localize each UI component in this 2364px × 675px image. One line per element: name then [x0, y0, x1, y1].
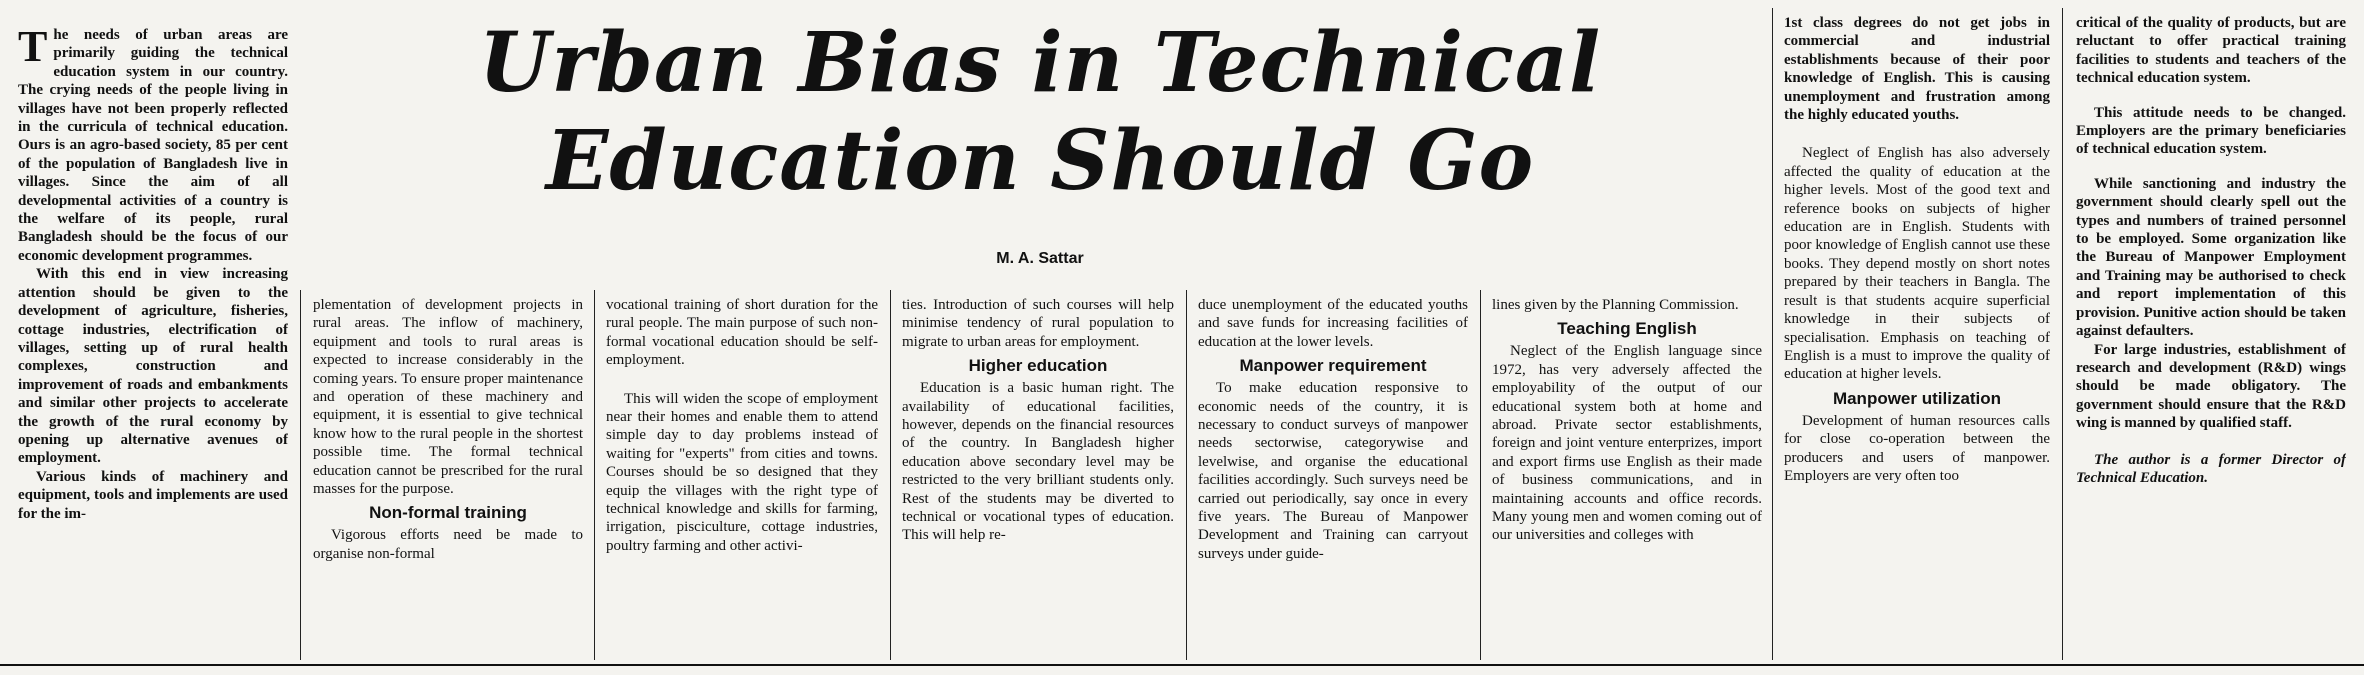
col5-paragraph-1: duce unemployment of the educated youths and save funds for increasing facilities of education at the lower levels. [1198, 297, 1468, 350]
headline [320, 14, 1760, 210]
column-3 [606, 296, 878, 658]
headline-line-1: Urban Bias in Technical [478, 15, 1602, 111]
author-note: The author is a former Director of Technical Education. [2076, 451, 2346, 486]
column-7 [1784, 14, 2050, 658]
column-rule [1186, 290, 1187, 660]
column-6 [1492, 296, 1762, 658]
column-rule [2062, 8, 2063, 660]
col1-paragraph-2: With this end in view increasing attention should be given to the development of agriculture, fisheries, cottage industries, electrification of villages, setting up of rural health complexes, construction and improvement of roads and embankments and similar other projects to accelerate the growth of the rural economy by opening up alternative avenues of employment. [18, 266, 288, 467]
col8-paragraph-3: While sanctioning and industry the government should clearly spell out the types and numbers of trained personnel to be employed. Some organization like the Bureau of Manpower Employment and Training may be authorised to check and report implementation of this provision. Punitive action should be taken against defaulters. [2076, 175, 2346, 340]
subhead-teaching-english: Teaching English [1557, 319, 1697, 339]
col6-paragraph-2: Neglect of the English language since 1972, has very adversely affected the employability of the output of our educational system both at home and abroad. Private sector establishments, foreign and joint venture enterprizes, import and export firms use English as their made of business communications, and in maintaining accounts and office records. Many young men and women coming out of our universities and colleges with [1492, 343, 1762, 544]
col1-paragraph-1: he needs of urban areas are primarily guiding the technical education system in our country. The crying needs of the people living in villages have not been properly reflected in the curricula of technical education. Ours is an agro-based society, 85 per cent of the population of Bangladesh live in villages. Since the aim of all developmental activities of a country is the welfare of its people, rural Bangladesh should be the focus of our economic development programmes. [18, 27, 288, 264]
column-2 [313, 296, 583, 658]
column-rule [594, 290, 595, 660]
bottom-rule [0, 664, 2364, 666]
subhead-non-formal-training: Non-formal training [369, 503, 527, 523]
column-rule [300, 290, 301, 660]
col2-paragraph-2: Vigorous efforts need be made to organise non-formal [313, 527, 583, 562]
col8-paragraph-1: critical of the quality of products, but are reluctant to offer practical training facilities to students and teachers of the technical education system. [2076, 15, 2346, 87]
column-4 [902, 296, 1174, 658]
byline: M. A. Sattar [996, 250, 1084, 267]
drop-cap: T [18, 26, 48, 71]
col4-paragraph-1: ties. Introduction of such courses will help minimise tendency of rural population to migrate to urban areas for employment. [902, 297, 1174, 350]
subhead-higher-education: Higher education [968, 356, 1108, 376]
column-8 [2076, 14, 2346, 658]
subhead-manpower-utilization: Manpower utilization [1832, 388, 2002, 408]
col4-paragraph-2: Education is a basic human right. The availability of educational facilities, however, depends on the financial resources of the country. In Bangladesh higher education above secondary level may be restricted to the very brilliant students only. Rest of the students may be diverted to technical or vocational types of education. This will help re- [902, 380, 1174, 544]
column-rule [1480, 290, 1481, 660]
col7-paragraph-3: Development of human resources calls for close co-operation between the producers and users of manpower. Employers are very often too [1784, 412, 2050, 484]
col7-paragraph-2: Neglect of English has also adversely affected the quality of education at the higher levels. Most of the good text and reference books on subjects of higher education are in English. Students with poor knowledge of English cannot use these books. They depend mostly on short notes prepared by their teachers in Bangla. The result is that students acquire superficial knowledge in their subjects of specialisation. Emphasis on teaching of English is a must to improve the quality of education at higher levels. [1784, 145, 2050, 383]
column-rule [1772, 8, 1773, 660]
col2-paragraph-1: plementation of development projects in rural areas. The inflow of machinery, equipment and tools to rural areas is expected to increase considerably in the coming years. To ensure proper maintenance and operation of these machinery and equipment, it is essential to give technical know how to the rural people in the shortest possible time. The formal technical education cannot be prescribed for the rural masses for the purpose. [313, 297, 583, 498]
col5-paragraph-2: To make education responsive to economic needs of the country, it is necessary to conduct surveys of manpower needs sectorwise, categorywise and levelwise, and organise the educational facilities accordingly. Such surveys need be carried out periodically, say once in every five years. The Bureau of Manpower Development and Training can carryout surveys under guide- [1198, 380, 1468, 562]
col6-paragraph-1: lines given by the Planning Commission. [1492, 297, 1739, 313]
col1-paragraph-3: Various kinds of machinery and equipment, tools and implements are used for the im- [18, 468, 288, 522]
subhead-manpower-requirement: Manpower requirement [1239, 356, 1427, 376]
col8-paragraph-4: For large industries, establishment of research and development (R&D) wings should be made obligatory. The government should ensure that the R&D wing is manned by qualified staff. [2076, 341, 2346, 432]
col3-paragraph-2: This will widen the scope of employment near their homes and enable them to attend simple day to day problems instead of waiting for "experts" from cities and towns. Courses should be so designed that they equip the villages with the right type of technical knowledge and skills for farming, irrigation, pisciculture, cottage industries, poultry farming and other activi- [606, 390, 878, 554]
col7-paragraph-1: 1st class degrees do not get jobs in commercial and industrial establishments because of their poor knowledge of English. This is causing unemployment and frustration among the highly educated youths. [1784, 15, 2050, 124]
col8-paragraph-2: This attitude needs to be changed. Employers are the primary beneficiaries of technical education system. [2076, 104, 2346, 158]
column-1 [18, 26, 288, 656]
column-5 [1198, 296, 1468, 658]
col3-paragraph-1: vocational training of short duration for the rural people. The main purpose of such non-formal vocational education should be self-employment. [606, 297, 878, 369]
column-rule [890, 290, 891, 660]
headline-line-2: Education Should Go [545, 113, 1535, 209]
